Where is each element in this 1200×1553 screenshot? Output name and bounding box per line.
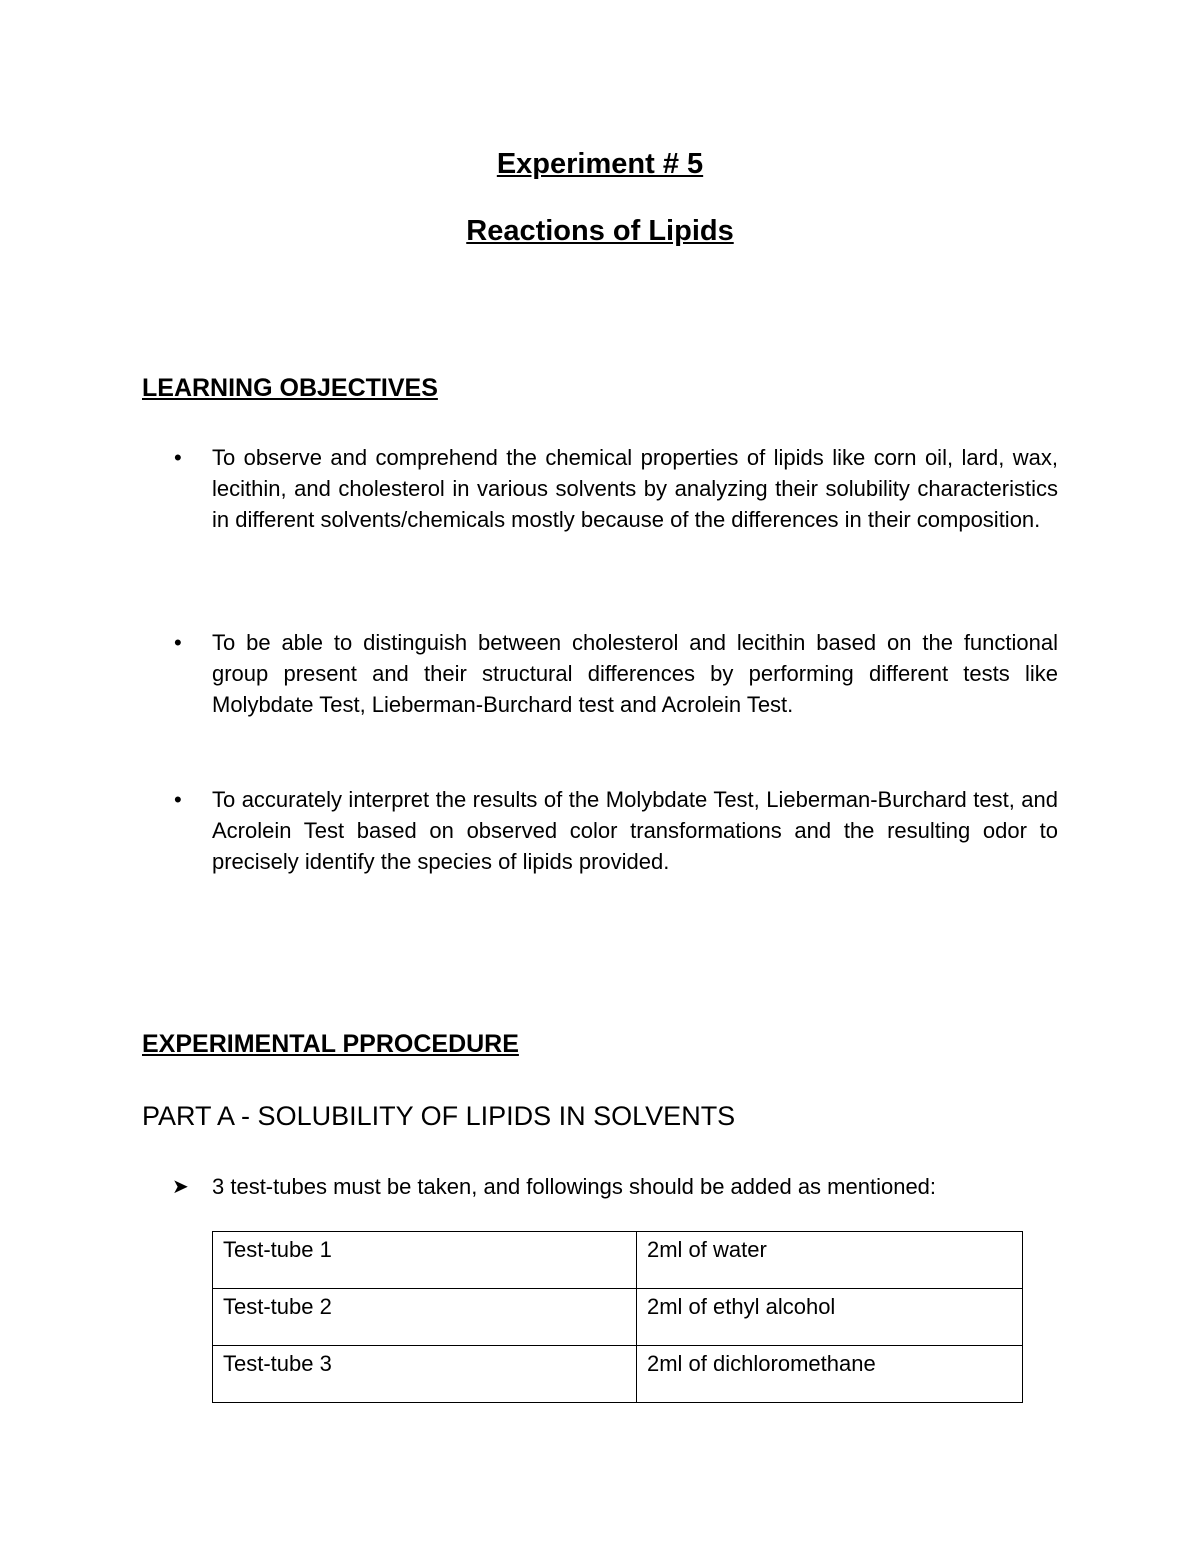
table-cell: Test-tube 2 <box>213 1289 637 1346</box>
table-cell: 2ml of ethyl alcohol <box>637 1289 1023 1346</box>
objective-text: To observe and comprehend the chemical properties of lipids like corn oil, lard, wax, lecithin, and cholesterol in various solvents by analyzing their solubility characteristics in different solvents/chemicals mostly because of the differences in their composition. <box>212 445 1058 532</box>
test-tube-table <box>212 1231 1023 1403</box>
objectives-heading: LEARNING OBJECTIVES <box>142 374 438 402</box>
table-row <box>213 1346 1023 1403</box>
table-cell: Test-tube 3 <box>213 1346 637 1403</box>
table-row <box>213 1289 1023 1346</box>
part-a-title: PART A - SOLUBILITY OF LIPIDS IN SOLVENTS <box>142 1101 736 1131</box>
bullet-icon: • <box>174 787 182 812</box>
table-cell: 2ml of dichloromethane <box>637 1346 1023 1403</box>
objective-text: To accurately interpret the results of the Molybdate Test, Lieberman-Burchard test, and Acrolein Test based on observed color transformations and the resulting odor to precisely identify the species of lipids provided. <box>212 787 1058 874</box>
table-cell: 2ml of water <box>637 1232 1023 1289</box>
table-cell: Test-tube 1 <box>213 1232 637 1289</box>
bullet-icon: • <box>174 445 182 470</box>
document-subtitle: Reactions of Lipids <box>466 215 734 247</box>
objective-text: To be able to distinguish between cholesterol and lecithin based on the functional group present and their structural differences by performing different tests like Molybdate Test, Lieberman-Burchard test and Acrolein Test. <box>212 630 1058 717</box>
arrow-bullet-icon: ➤ <box>172 1176 189 1198</box>
document-title: Experiment # 5 <box>496 148 704 180</box>
table-row <box>213 1232 1023 1289</box>
bullet-icon: • <box>174 630 182 655</box>
objective-item <box>174 627 1058 720</box>
instruction-item <box>172 1172 937 1202</box>
objective-item <box>174 784 1058 877</box>
instruction-text: 3 test-tubes must be taken, and followings should be added as mentioned: <box>212 1174 937 1199</box>
objective-item <box>174 442 1058 535</box>
procedure-heading: EXPERIMENTAL PPROCEDURE <box>142 1030 519 1058</box>
